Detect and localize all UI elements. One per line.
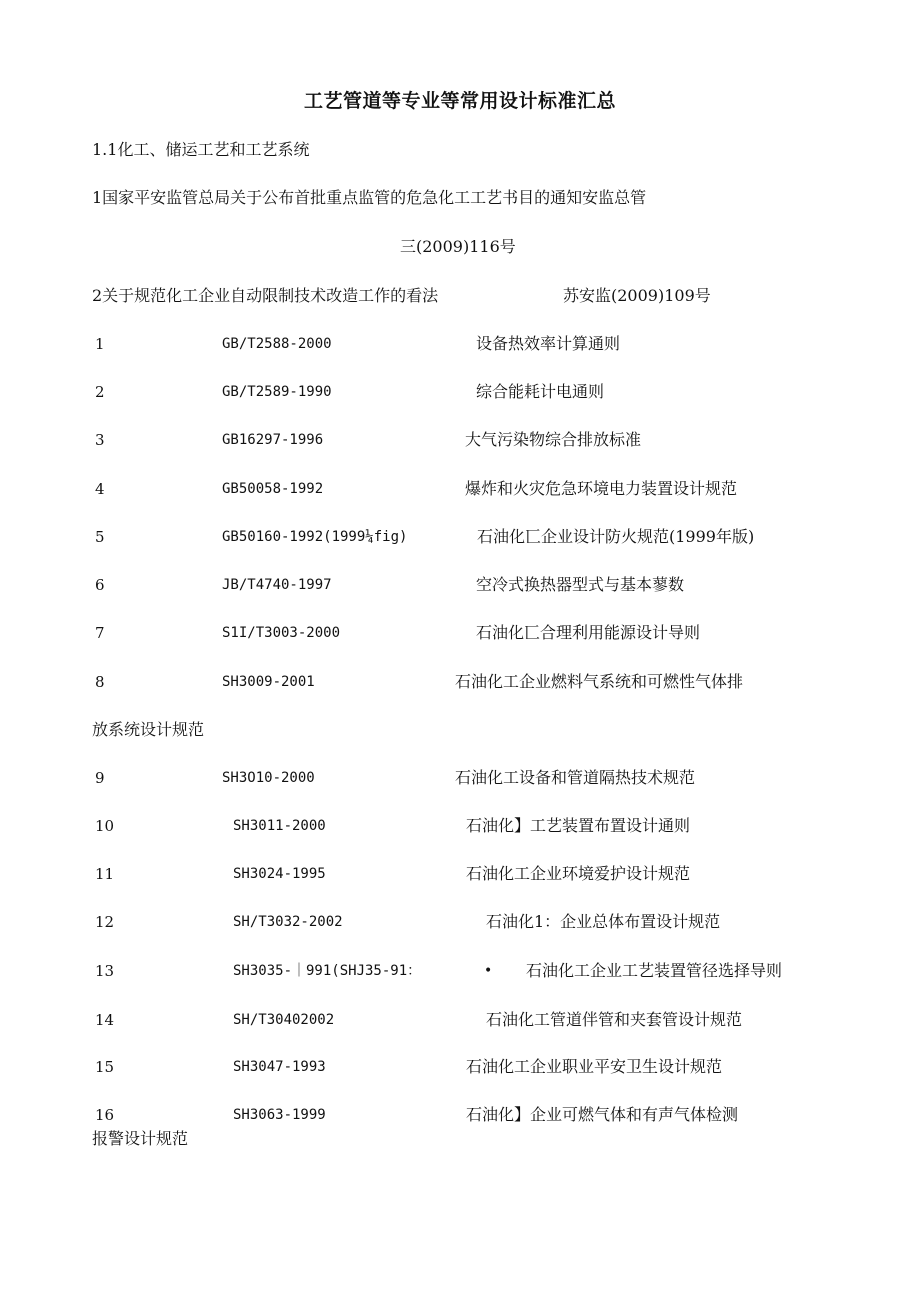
row-number: 4 bbox=[95, 480, 105, 498]
table-row bbox=[0, 622, 920, 644]
table-row bbox=[0, 671, 920, 693]
row-number: 1 bbox=[95, 335, 105, 353]
standard-code: GB/T2588-2000 bbox=[222, 336, 332, 352]
table-row bbox=[0, 429, 920, 451]
standard-title: 石油化】企业可燃气体和有声气体检测 bbox=[466, 1105, 739, 1124]
standard-title: 石油化工企业燃料气系统和可燃性气体排 bbox=[455, 672, 744, 691]
table-row bbox=[0, 381, 920, 403]
intro-item-2-reference: 苏安监(2009)109号 bbox=[563, 286, 711, 305]
standard-title: 石油化工企业环境爱护设计规范 bbox=[466, 864, 691, 883]
document-title: 工艺管道等专业等常用设计标准汇总 bbox=[303, 90, 616, 112]
standard-title-continuation: 放系统设计规范 bbox=[92, 720, 205, 739]
standard-title: 石油化工企业职业平安卫生设计规范 bbox=[466, 1057, 723, 1076]
standard-code: S1I/T3003-2000 bbox=[222, 625, 341, 641]
table-row bbox=[0, 574, 920, 596]
table-row bbox=[0, 333, 920, 355]
table-row bbox=[0, 767, 920, 789]
row-number: 2 bbox=[95, 383, 105, 401]
table-row bbox=[0, 863, 920, 885]
row-number: 7 bbox=[95, 624, 105, 642]
standard-code: SH3024-1995 bbox=[233, 866, 326, 882]
section-heading: 1.1化工、储运工艺和工艺系统 bbox=[92, 140, 310, 159]
row-number: 16 bbox=[95, 1106, 115, 1124]
row-number: 5 bbox=[95, 528, 105, 546]
standard-title: 大气污染物综合排放标准 bbox=[465, 430, 642, 449]
standard-code: GB/T2589-1990 bbox=[222, 384, 332, 400]
table-row bbox=[0, 1104, 920, 1126]
standard-code: SH3009-2001 bbox=[222, 674, 315, 690]
standard-title: 石油化1：企业总体布置设计规范 bbox=[486, 912, 721, 931]
row-number: 12 bbox=[95, 913, 115, 931]
row-number: 6 bbox=[95, 576, 105, 594]
standard-title: 空冷式换热器型式与基本蓼数 bbox=[476, 575, 685, 594]
standard-title-continuation: 报警设计规范 bbox=[92, 1129, 189, 1148]
standard-title: 石油化工企业工艺装置管径选择导则 bbox=[526, 961, 783, 980]
table-row bbox=[0, 911, 920, 933]
row-number: 13 bbox=[95, 962, 115, 980]
standard-code: SH3063-1999 bbox=[233, 1107, 326, 1123]
standard-title: 石油化工设备和管道隔热技术规范 bbox=[455, 768, 696, 787]
standard-title: 综合能耗计电通则 bbox=[476, 382, 605, 401]
row-number: 8 bbox=[95, 673, 105, 691]
table-row bbox=[0, 478, 920, 500]
table-row bbox=[0, 1056, 920, 1078]
intro-item-1: 1国家平安监管总局关于公布首批重点监管的危急化工工艺书目的通知安监总管 bbox=[92, 188, 647, 207]
row-number: 3 bbox=[95, 431, 105, 449]
intro-item-1-continuation: 三(2009)116号 bbox=[400, 237, 516, 256]
standard-code: GB50058-1992 bbox=[222, 481, 324, 497]
standard-code: GB50160-1992(1999¼fig) bbox=[222, 529, 408, 545]
standard-title: 石油化工管道伴管和夹套管设计规范 bbox=[486, 1010, 743, 1029]
standard-code: SH3047-1993 bbox=[233, 1059, 326, 1075]
standard-code: JB/T4740-1997 bbox=[222, 577, 332, 593]
row-number: 11 bbox=[95, 865, 115, 883]
standard-title: 爆炸和火灾危急环境电力装置设计规范 bbox=[465, 479, 738, 498]
standard-code: SH3035-｜991(SHJ35-91： bbox=[233, 963, 422, 979]
row-number: 14 bbox=[95, 1011, 115, 1029]
table-row bbox=[0, 815, 920, 837]
intro-item-2: 2关于规范化工企业自动限制技术改造工作的看法 bbox=[92, 286, 439, 305]
table-row bbox=[0, 526, 920, 548]
bullet-icon: • bbox=[484, 963, 493, 979]
standard-title: 石油化】工艺装置布置设计通则 bbox=[466, 816, 691, 835]
table-row bbox=[0, 1009, 920, 1031]
standard-code: SH3O10-2000 bbox=[222, 770, 315, 786]
row-number: 9 bbox=[95, 769, 105, 787]
table-row bbox=[0, 960, 920, 982]
standard-title: 设备热效率计算通则 bbox=[476, 334, 621, 353]
standard-code: SH/T3032-2002 bbox=[233, 914, 343, 930]
standard-code: SH/T30402002 bbox=[233, 1012, 335, 1028]
row-number: 15 bbox=[95, 1058, 115, 1076]
standard-title: 石油化匸企业设计防火规范(1999年版) bbox=[477, 527, 755, 546]
standard-code: GB16297-1996 bbox=[222, 432, 324, 448]
row-number: 10 bbox=[95, 817, 115, 835]
standard-code: SH3011-2000 bbox=[233, 818, 326, 834]
standard-title: 石油化匸合理利用能源设计导则 bbox=[476, 623, 701, 642]
